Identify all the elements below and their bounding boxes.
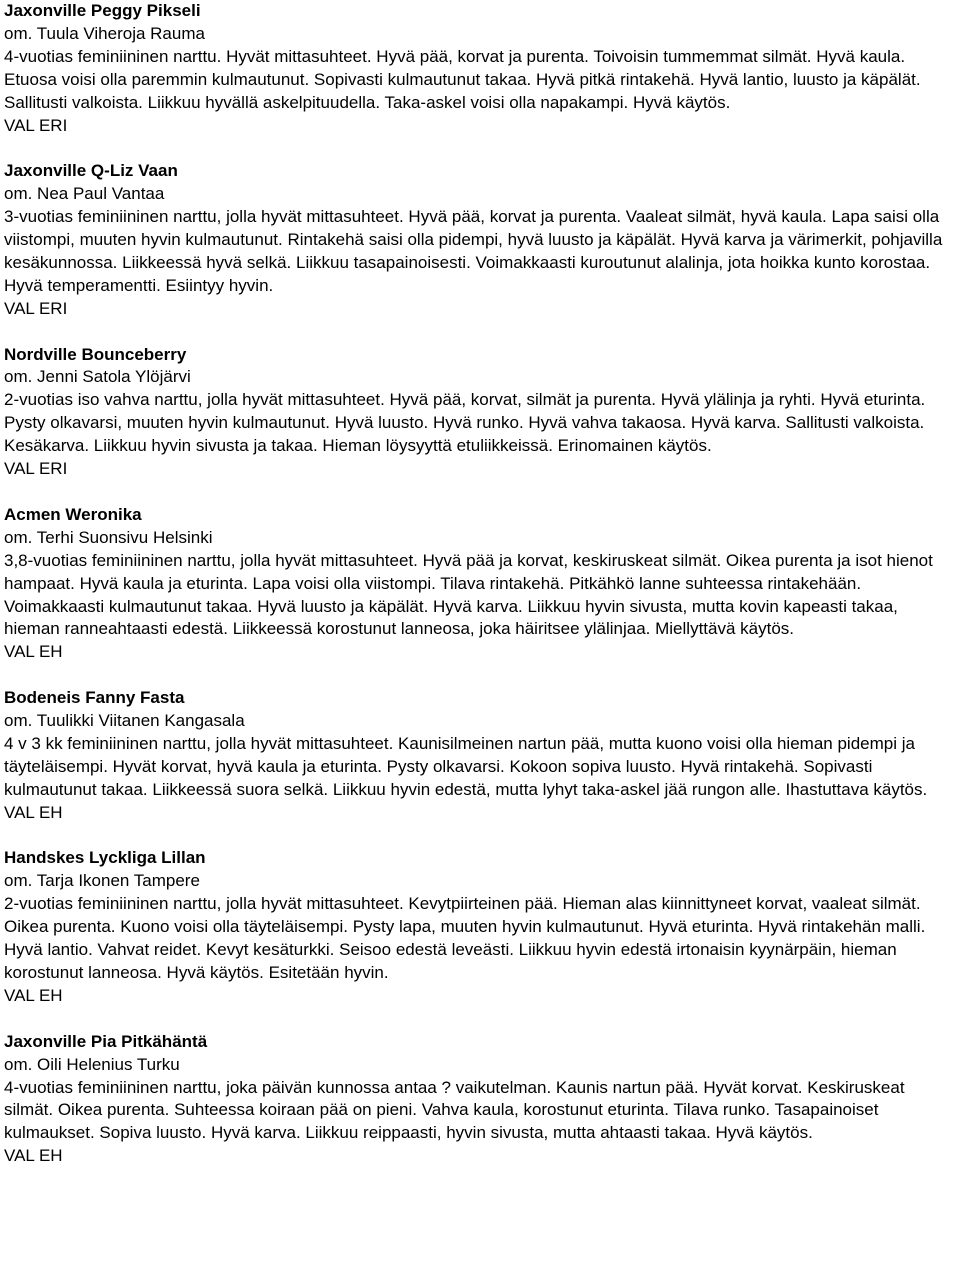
grade-label: VAL EH <box>4 802 63 822</box>
critique-text: 3,8-vuotias feminiininen narttu, jolla hyvät mittasuhteet. Hyvä pää ja korvat, keskiruskeat silmät. Oikea purenta ja isot hienot hampaat. Hyvä kaula ja eturinta. Lapa voisi olla viistompi. Tilava rintakehä. Pitkähkö lanne suhteessa rintakehään. Voimakkaasti kulmautunut takaa. Hyvä luusto ja käpälät. Hyvä karva. Liikkuu hyvin sivusta, mutta kovin kapeasti takaa, hieman ranneahtaasti edestä. Liikkeessä korostunut lanneosa, joka häiritsee ylälinjaa. Miellyttävä käytös. <box>4 550 933 639</box>
grade-label: VAL ERI <box>4 298 68 318</box>
dog-entry <box>4 504 958 664</box>
grade-label: VAL EH <box>4 642 63 662</box>
owner-line: om. Nea Paul Vantaa <box>4 184 165 204</box>
owner-line: om. Oili Helenius Turku <box>4 1054 180 1074</box>
dog-name: Jaxonville Pia Pitkähäntä <box>4 1031 208 1051</box>
owner-line: om. Terhi Suonsivu Helsinki <box>4 527 213 547</box>
critique-text: 4-vuotias feminiininen narttu, joka päivän kunnossa antaa ? vaikutelman. Kaunis nartun pää. Hyvät korvat. Keskiruskeat silmät. Oikea purenta. Suhteessa koiraan pää on pieni. Vahva kaula, korostunut eturinta. Tilava runko. Tasapainoiset kulmaukset. Sopiva luusto. Hyvä karva. Liikkuu reippaasti, hyvin sivusta, mutta ahtaasti takaa. Hyvä käytös. <box>4 1077 905 1143</box>
critique-text: 2-vuotias iso vahva narttu, jolla hyvät mittasuhteet. Hyvä pää, korvat, silmät ja purenta. Hyvä ylälinja ja ryhti. Hyvä eturinta. Pysty olkavarsi, muuten hyvin kulmautunut. Hyvä luusto. Hyvä runko. Hyvä vahva takaosa. Hyvä karva. Sallitusti valkoista. Kesäkarva. Liikkuu hyvin sivusta ja takaa. Hieman löysyyttä etuliikkeissä. Erinomainen käytös. <box>4 390 926 456</box>
judging-report-page <box>4 0 958 1191</box>
grade-label: VAL EH <box>4 985 63 1005</box>
dog-name: Acmen Weronika <box>4 504 142 524</box>
dog-name: Handskes Lyckliga Lillan <box>4 848 206 868</box>
dog-entry <box>4 687 958 824</box>
owner-line: om. Tuulikki Viitanen Kangasala <box>4 711 245 731</box>
owner-line: om. Jenni Satola Ylöjärvi <box>4 367 191 387</box>
dog-entry <box>4 160 958 320</box>
grade-label: VAL ERI <box>4 115 68 135</box>
dog-name: Jaxonville Q-Liz Vaan <box>4 161 178 181</box>
critique-text: 4 v 3 kk feminiininen narttu, jolla hyvät mittasuhteet. Kaunisilmeinen nartun pää, mutta kuono voisi olla hieman pidempi ja täyteläisempi. Hyvät korvat, hyvä kaula ja eturinta. Pysty olkavarsi. Kokoon sopiva luusto. Hyvä rintakehä. Sopivasti kulmautunut takaa. Liikkeessä suora selkä. Liikkuu hyvin edestä, mutta lyhyt taka-askel jää rungon alle. Ihastuttava käytös. <box>4 733 928 799</box>
grade-label: VAL ERI <box>4 459 68 479</box>
owner-line: om. Tarja Ikonen Tampere <box>4 871 200 891</box>
critique-text: 4-vuotias feminiininen narttu. Hyvät mittasuhteet. Hyvä pää, korvat ja purenta. Toivoisin tummemmat silmät. Hyvä kaula. Etuosa voisi olla paremmin kulmautunut. Sopivasti kulmautunut takaa. Hyvä pitkä rintakehä. Hyvä lantio, luusto ja käpälät. Sallitusti valkoista. Liikkuu hyvällä askelpituudella. Taka-askel voisi olla napakampi. Hyvä käytös. <box>4 46 921 112</box>
dog-name: Nordville Bounceberry <box>4 344 187 364</box>
dog-entry <box>4 1031 958 1168</box>
owner-line: om. Tuula Viheroja Rauma <box>4 23 205 43</box>
dog-entry <box>4 847 958 1007</box>
critique-text: 3-vuotias feminiininen narttu, jolla hyvät mittasuhteet. Hyvä pää, korvat ja purenta. Vaaleat silmät, hyvä kaula. Lapa saisi olla viistompi, muuten hyvin kulmautunut. Rintakehä saisi olla pidempi, hyvä luusto ja käpälät. Hyvä karva ja värimerkit, pohjavilla kesäkunnossa. Liikkeessä hyvä selkä. Liikkuu tasapainoisesti. Voimakkaasti kuroutunut alalinja, jota hoikka kunto korostaa. Hyvä temperamentti. Esiintyy hyvin. <box>4 207 943 295</box>
critique-text: 2-vuotias feminiininen narttu, jolla hyvät mittasuhteet. Kevytpiirteinen pää. Hieman alas kiinnittyneet korvat, vaaleat silmät. Oikea purenta. Kuono voisi olla täyteläisempi. Pysty lapa, muuten hyvin kulmautunut. Hyvä eturinta. Hyvä rintakehän malli. Hyvä lantio. Vahvat reidet. Kevyt kesäturkki. Seisoo edestä leveästi. Liikkuu hyvin edestä irtonaisin kyynärpäin, hieman korostunut lanneosa. Hyvä käytös. Esitetään hyvin. <box>4 894 926 982</box>
dog-name: Bodeneis Fanny Fasta <box>4 688 185 708</box>
dog-entry <box>4 0 958 137</box>
dog-name: Jaxonville Peggy Pikseli <box>4 1 201 20</box>
dog-entry <box>4 344 958 481</box>
grade-label: VAL EH <box>4 1146 63 1166</box>
